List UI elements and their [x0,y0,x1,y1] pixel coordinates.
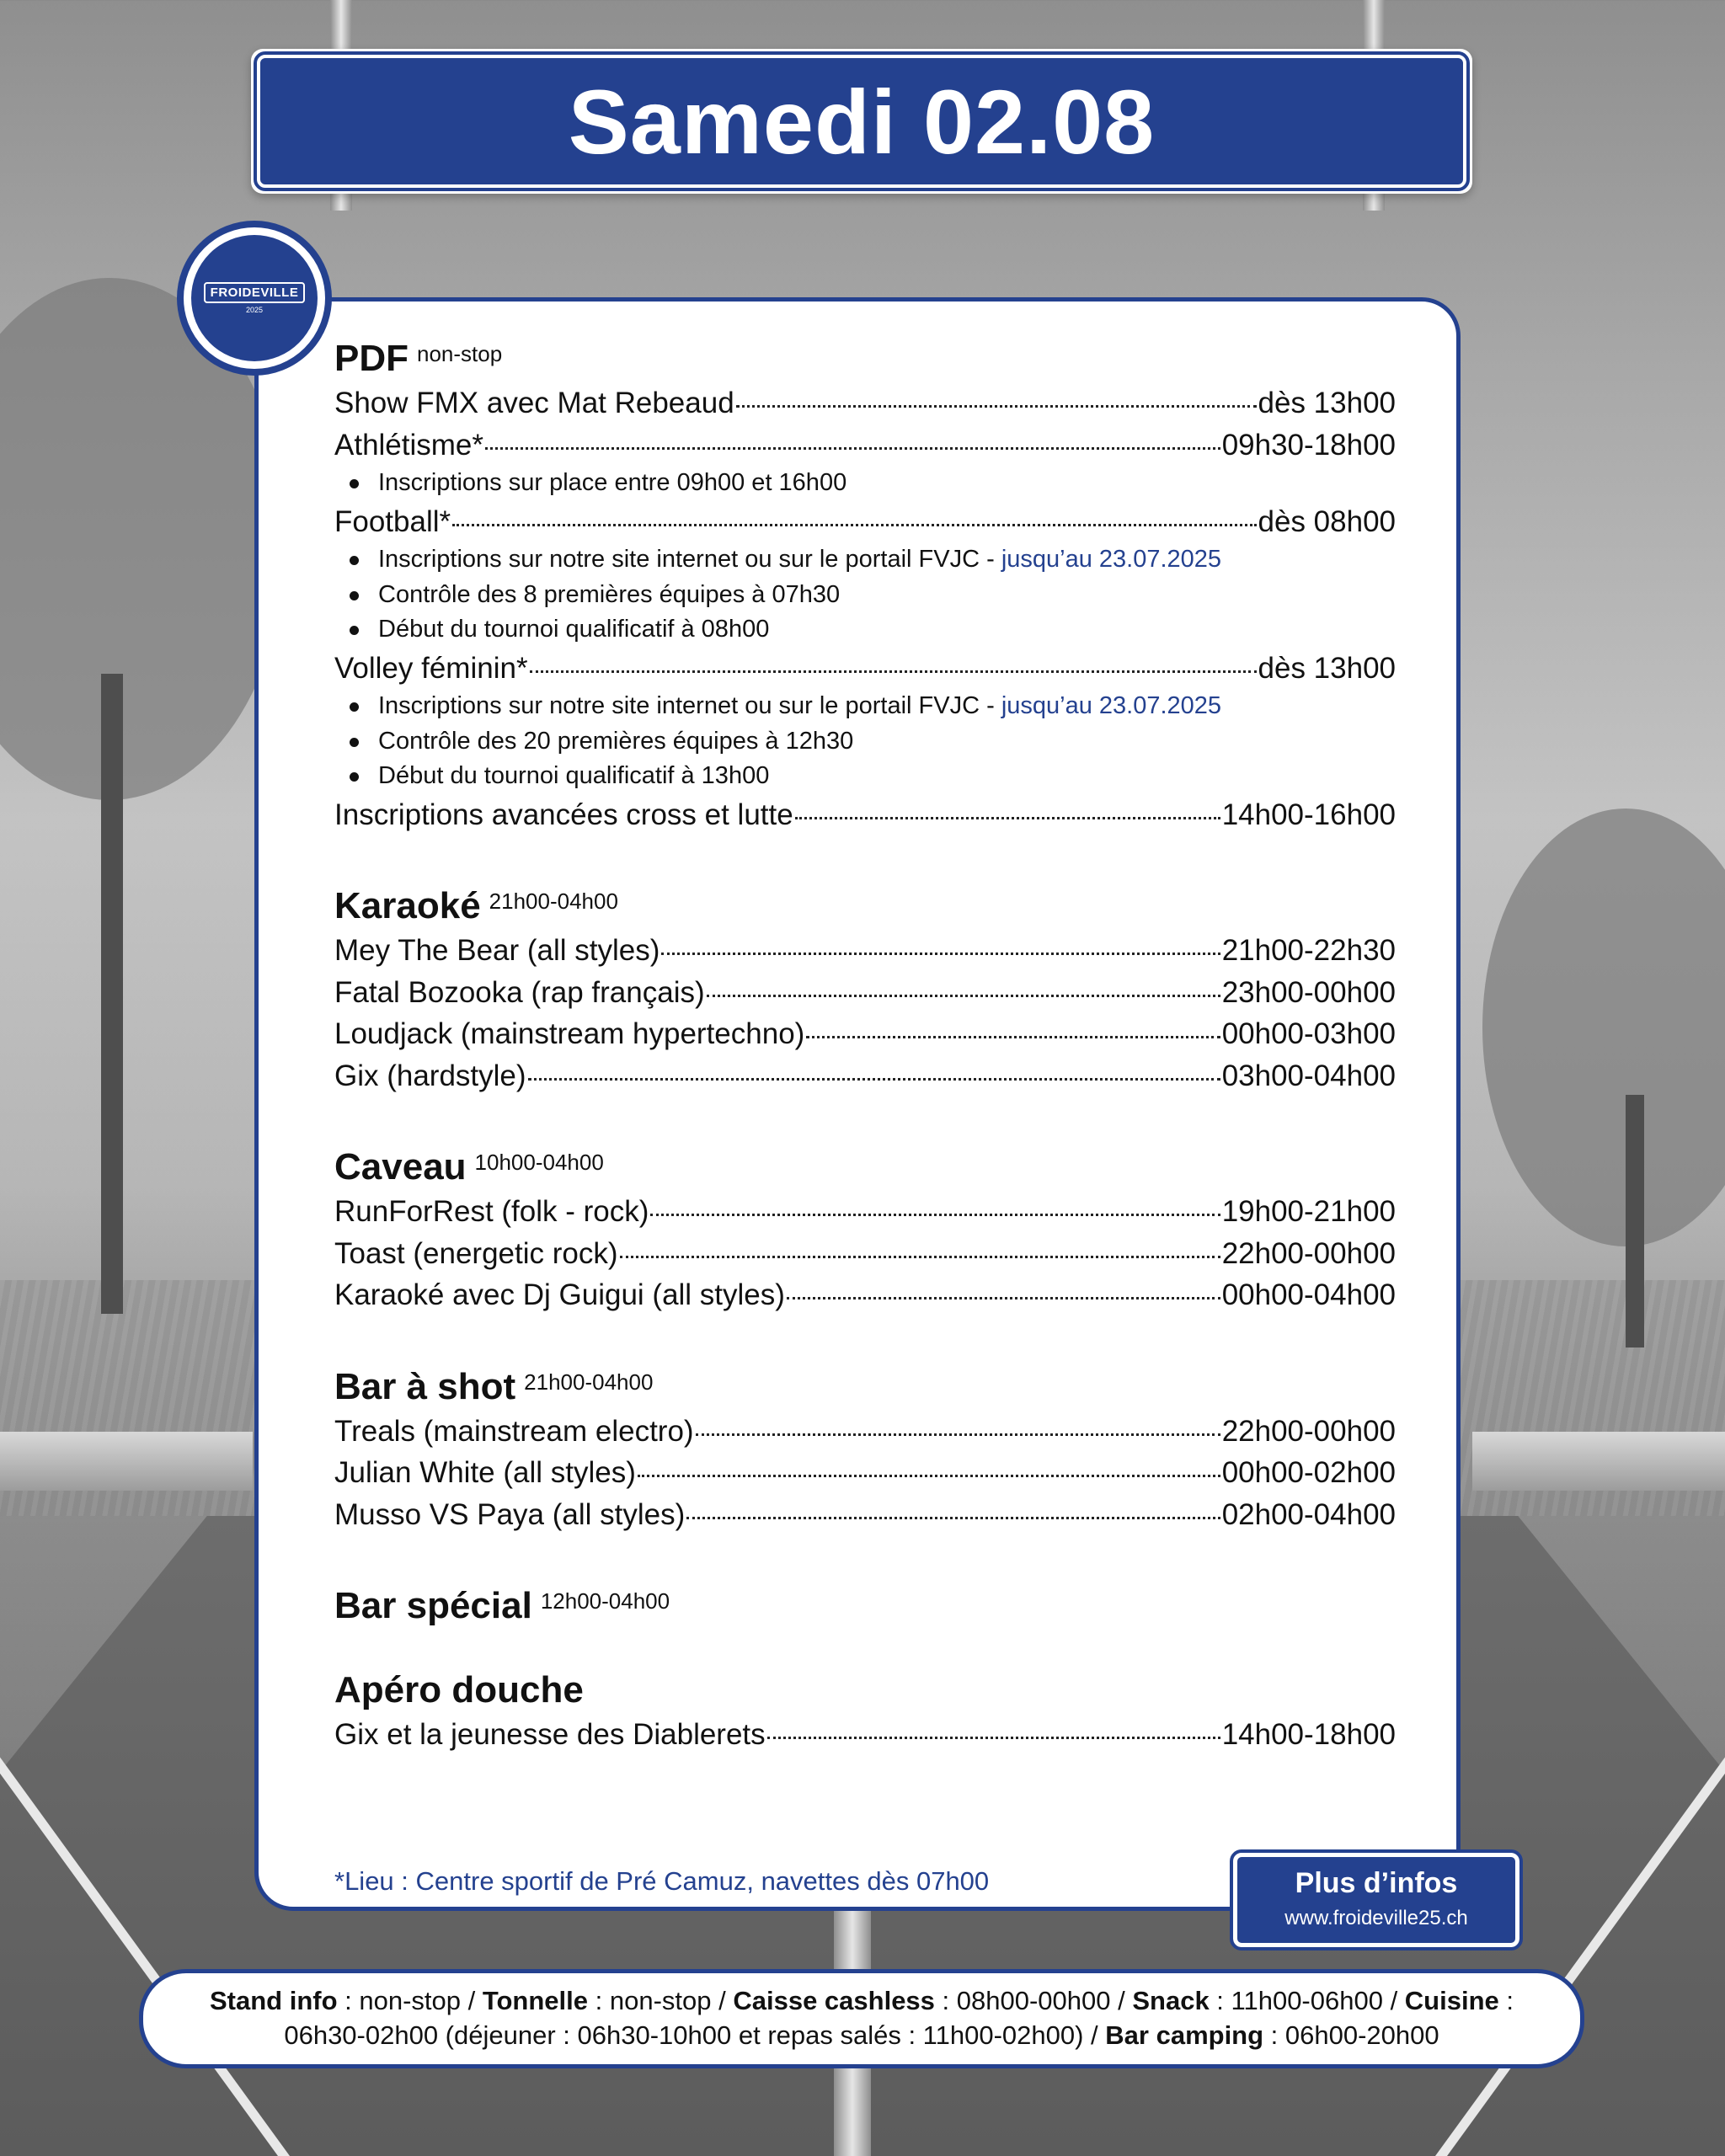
background-tree-right [1482,808,1725,1246]
background-trunk-right [1626,1095,1644,1348]
event-name: Musso VS Paya (all styles) [334,1497,686,1531]
logo-text: FROIDEVILLE [204,282,306,303]
service-label: Bar camping [1105,2020,1264,2050]
event-time: 14h00-18h00 [1221,1718,1396,1751]
service-label: Caisse cashless [733,1986,935,2015]
section-title-text: Bar à shot [334,1365,516,1407]
bullet-item: Début du tournoi qualificatif à 08h00 [378,612,1396,648]
header-banner [257,55,1466,188]
program-content [334,335,1396,1756]
logo-badge [191,235,318,361]
deadline-text: jusqu’au 23.07.2025 [1001,692,1222,719]
header-sign [251,49,1472,194]
event-time: 23h00-00h00 [1221,975,1396,1009]
schedule-row [334,1191,1396,1233]
event-time: dès 13h00 [1258,651,1396,685]
section-title-bar-shot [334,1364,1396,1411]
event-name: Toast (energetic rock) [334,1236,618,1270]
dot-leader [686,1517,1220,1519]
dot-leader [707,995,1220,997]
dot-leader [530,670,1257,673]
bullet-list [334,689,1396,794]
event-time: 02h00-04h00 [1221,1497,1396,1531]
section-title-text: Caveau [334,1146,467,1187]
event-time: 22h00-00h00 [1221,1236,1396,1270]
section-title-karaoke [334,883,1396,930]
bullet-item [378,542,1396,578]
section-hours: 12h00-04h00 [540,1588,670,1614]
event-name: Inscriptions avancées cross et lutte [334,798,793,831]
bullet-item: Contrôle des 8 premières équipes à 07h30 [378,578,1396,613]
schedule-row [334,1411,1396,1453]
dot-leader [806,1036,1220,1038]
schedule-row [334,648,1396,690]
section-title-text: Bar spécial [334,1585,532,1626]
dot-leader [620,1256,1220,1258]
bullet-text: Inscriptions sur notre site internet ou sur le portail FVJC - [378,692,1001,719]
section-spacer [334,1535,1396,1582]
dot-leader [661,953,1220,955]
dot-leader [452,524,1256,526]
dot-leader [696,1433,1220,1436]
event-name: RunForRest (folk - rock) [334,1195,649,1228]
section-title-text: Karaoké [334,885,481,926]
section-title-pdf [334,335,1396,382]
section-title-bar-special [334,1582,1396,1630]
event-name: Treals (mainstream electro) [334,1414,694,1448]
bullet-text: Inscriptions sur notre site internet ou sur le portail FVJC - [378,546,1001,573]
bullet-list [334,466,1396,501]
event-name: Julian White (all styles) [334,1456,636,1489]
schedule-row [334,1055,1396,1097]
schedule-row [334,1274,1396,1316]
section-spacer [334,1316,1396,1364]
logo-year: 2025 [245,306,264,314]
service-label: Tonnelle [482,1986,589,2015]
section-hours: 21h00-04h00 [524,1369,654,1395]
section-hours: non-stop [417,341,503,366]
event-time: 19h00-21h00 [1221,1195,1396,1228]
section-spacer [334,835,1396,883]
dot-leader [638,1475,1220,1477]
event-time: 22h00-00h00 [1221,1414,1396,1448]
event-name: Show FMX avec Mat Rebeaud [334,387,734,419]
service-label: Cuisine [1404,1986,1499,2015]
section-hours: 21h00-04h00 [489,889,618,914]
dot-leader [736,405,1257,408]
bullet-list [334,542,1396,648]
event-time: 03h00-04h00 [1221,1059,1396,1092]
dot-leader [795,817,1220,819]
service-hours: : 11h00-06h00 / [1209,1986,1405,2015]
event-name: Football* [334,504,451,538]
event-name: Volley féminin* [334,651,528,685]
schedule-row [334,501,1396,543]
schedule-row [334,1013,1396,1055]
event-time: dès 13h00 [1258,387,1396,419]
bullet-item [378,689,1396,724]
section-title-apero [334,1667,1396,1714]
schedule-row [334,972,1396,1014]
guardrail-left [0,1432,253,1491]
event-name: Fatal Bozooka (rap français) [334,975,705,1009]
section-title-caveau [334,1144,1396,1191]
event-time: 00h00-02h00 [1221,1456,1396,1489]
services-line-1 [143,1983,1580,2018]
event-time: dès 08h00 [1258,504,1396,538]
more-info-title: Plus d’infos [1295,1867,1458,1899]
deadline-text: jusqu’au 23.07.2025 [1001,546,1222,573]
event-name: Loudjack (mainstream hypertechno) [334,1017,805,1050]
schedule-row [334,1494,1396,1536]
dot-leader [767,1737,1220,1739]
section-title-text: Apéro douche [334,1669,584,1710]
schedule-row [334,794,1396,836]
event-name: Karaoké avec Dj Guigui (all styles) [334,1278,785,1311]
event-name: Gix et la jeunesse des Diablerets [334,1718,766,1751]
bullet-item: Contrôle des 20 premières équipes à 12h30 [378,724,1396,760]
program-panel [254,297,1461,1911]
guardrail-right [1472,1432,1725,1491]
event-name: Athlétisme* [334,428,484,462]
section-hours: 10h00-04h00 [474,1150,604,1175]
bullet-item: Inscriptions sur place entre 09h00 et 16h00 [378,466,1396,501]
schedule-row [334,1233,1396,1275]
section-spacer [334,1097,1396,1144]
service-hours: : 08h00-00h00 / [934,1986,1133,2015]
dot-leader [528,1078,1220,1081]
event-time: 21h00-22h30 [1221,934,1396,967]
event-time: 00h00-03h00 [1221,1017,1396,1050]
dot-leader [485,447,1220,450]
service-hours: : non-stop / [337,1986,483,2015]
service-hours: 06h30-02h00 (déjeuner : 06h30-10h00 et repas salés : 11h00-02h00) / [284,2020,1106,2050]
dot-leader [787,1297,1220,1299]
event-name: Gix (hardstyle) [334,1059,526,1092]
event-time: 14h00-16h00 [1221,798,1396,831]
service-label: Stand info [209,1986,338,2015]
froideville-logo [177,221,332,376]
dot-leader [650,1214,1220,1216]
more-info-badge[interactable] [1233,1853,1519,1947]
service-hours: : 06h00-20h00 [1263,2020,1439,2050]
event-time: 09h30-18h00 [1221,428,1396,462]
schedule-row [334,1452,1396,1494]
website-link[interactable]: www.froideville25.ch [1284,1907,1468,1929]
section-spacer [334,1630,1396,1667]
location-footnote: *Lieu : Centre sportif de Pré Camuz, navettes dès 07h00 [334,1866,990,1896]
service-hours: : [1498,1986,1514,2015]
service-label: Snack [1132,1986,1210,2015]
page-title: Samedi 02.08 [568,70,1156,173]
event-name: Mey The Bear (all styles) [334,934,660,967]
services-line-2 [143,2018,1580,2052]
service-hours: : non-stop / [588,1986,734,2015]
event-time: 00h00-04h00 [1221,1278,1396,1311]
section-title-text: PDF [334,338,409,379]
services-hours-bar [139,1969,1584,2068]
schedule-row [334,930,1396,972]
background-trunk-left [101,674,123,1314]
bullet-item: Début du tournoi qualificatif à 13h00 [378,759,1396,794]
schedule-row [334,424,1396,467]
schedule-row [334,382,1396,424]
schedule-row [334,1714,1396,1756]
